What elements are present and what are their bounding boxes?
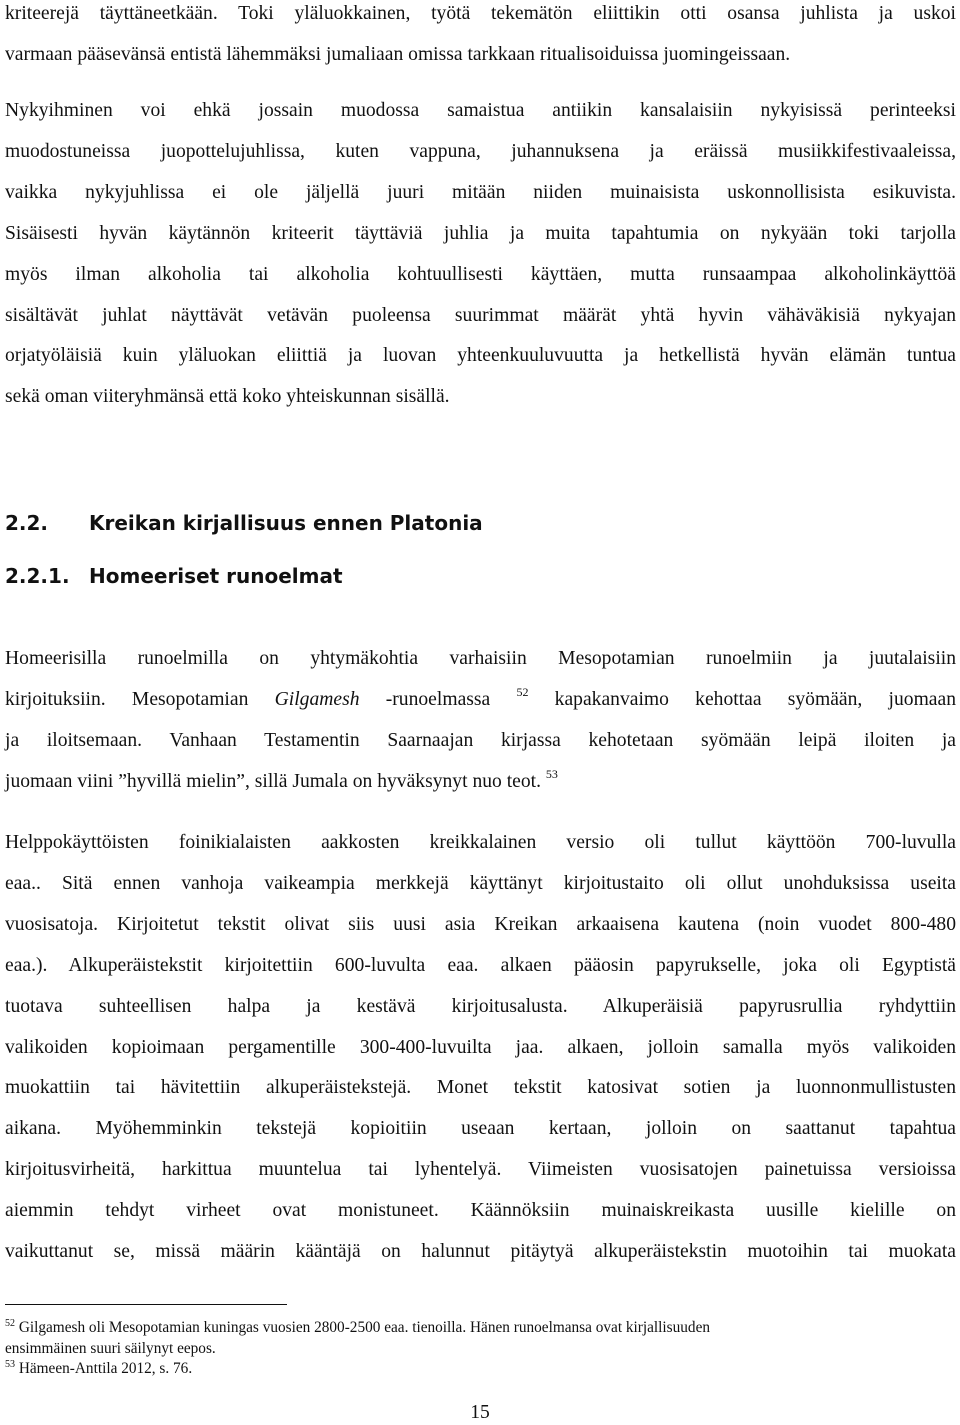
text-line: varmaan pääsevänsä entistä lähemmäksi jumaliaan omissa tarkkaan ritualisoiduissa juomingeissaan.: [5, 43, 791, 65]
footnote-reference[interactable]: 52: [516, 684, 529, 699]
text-line: [5, 680, 956, 721]
text-line: eaa.. Sitä ennen vanhoja vaikeampia merkkejä käyttänyt kirjoitustaito oli ollut unohduksissa useita: [5, 872, 956, 894]
section-number: 2.2.: [5, 511, 49, 535]
text-line: aikana. Myöhemminkin tekstejä kopioitiin useaan kertaan, jolloin on saattanut tapahtua: [5, 1118, 956, 1140]
footnote-marker: 53: [5, 1359, 15, 1370]
subsection-title: Homeeriset runoelmat: [89, 564, 343, 588]
footnotes: [5, 1318, 956, 1380]
subsection-heading: [5, 564, 343, 588]
text-line: myös ilman alkoholia tai alkoholia kohtuullisesti käyttäen, mutta runsaampaa alkoholinkäyttöä: [5, 263, 956, 285]
text-run: kirjoituksiin. Mesopotamian: [5, 688, 275, 710]
footnote-53: [5, 1359, 956, 1380]
text-line: tuotava suhteellisen halpa ja kestävä kirjoitusalusta. Alkuperäisiä papyrusrullia ryhdyttiin: [5, 995, 956, 1017]
section-heading: [5, 511, 483, 535]
footnote-text: Hämeen-Anttila 2012, s. 76.: [15, 1360, 193, 1377]
footnote-separator: [5, 1304, 287, 1305]
footnote-52: [5, 1318, 956, 1339]
text-line: Helppokäyttöisten foinikialaisten aakkosten kreikkalainen versio oli tullut käyttöön 700-luvulla: [5, 832, 956, 853]
italic-title: Gilgamesh: [274, 688, 360, 710]
text-run: kapakanvaimo kehottaa syömään, juomaan: [528, 688, 956, 710]
paragraph-homeric-poems: [5, 639, 956, 803]
text-run: -runoelmassa: [359, 688, 491, 710]
footnote-marker: 52: [5, 1318, 15, 1329]
subsection-number: 2.2.1.: [5, 564, 70, 588]
text-line: muokattiin tai hävitettiin alkuperäistekstejä. Monet tekstit katosivat sotien ja luonnonmullistusten: [5, 1077, 956, 1099]
text-line: ja iloitsemaan. Vanhaan Testamentin Saarnaajan kirjassa kehotetaan syömään leipä iloiten ja: [5, 729, 956, 751]
text-line: vaikuttanut se, missä määrin kääntäjä on halunnut pitäytyä alkuperäistekstin muotoihin tai muokata: [5, 1241, 956, 1263]
text-line: kriteerejä täyttäneetkään. Toki yläluokkainen, työtä tekemätön eliittikin otti osansa juhlista ja uskoi: [5, 3, 956, 24]
paragraph-top: [5, 0, 956, 76]
paragraph-alphabet: [5, 823, 956, 1273]
text-run: juomaan viini ”hyvillä mielin”, sillä Jumala on hyväksynyt nuo teot.: [5, 770, 542, 792]
text-line: kirjoitusvirheitä, harkittua muuntelua tai lyhentelyä. Viimeisten vuosisatojen painetuissa versioissa: [5, 1159, 956, 1181]
footnote-text: Gilgamesh oli Mesopotamian kuningas vuosien 2800-2500 eaa. tienoilla. Hänen runoelmansa ovat kirjallisuuden: [15, 1319, 711, 1336]
section-title: Kreikan kirjallisuus ennen Platonia: [89, 511, 483, 535]
text-line: [5, 762, 956, 803]
text-line: aiemmin tehdyt virheet ovat monistuneet. Käännöksiin muinaiskreikasta uusille kielille on: [5, 1200, 956, 1222]
text-line: muodostuneissa juopottelujuhlissa, kuten vappuna, juhannuksena ja eräissä musiikkifestivaaleissa,: [5, 140, 956, 162]
text-line: Sisäisesti hyvän käytännön kriteerit täyttäviä juhlia ja muita tapahtumia on nykyään toki tarjolla: [5, 222, 956, 244]
page-number: 15: [470, 1402, 490, 1423]
footnote-52-continuation: ensimmäinen suuri säilynyt eepos.: [5, 1339, 216, 1357]
text-line: Nykyihminen voi ehkä jossain muodossa samaistua antiikin kansalaisiin nykyisissä perinteeksi: [5, 100, 956, 121]
text-line: sekä oman viiteryhmänsä että koko yhteiskunnan sisällä.: [5, 386, 450, 408]
text-line: eaa.). Alkuperäistekstit kirjoitettiin 600-luvulta eaa. alkaen pääosin papyrukselle, joka oli Egyptistä: [5, 954, 956, 976]
text-line: vaikka nykyjuhlissa ei ole jäljellä juuri mitään niiden muinaisista uskonnollisista esikuvista.: [5, 181, 956, 203]
text-line: valikoiden kopioimaan pergamentille 300-400-luvuilta jaa. alkaen, jolloin samalla myös valikoiden: [5, 1036, 956, 1058]
text-line: sisältävät juhlat näyttävät vetävän puoleensa suurimmat määrät yhtä hyvin vähäväkisiä nykyajan: [5, 304, 956, 326]
paragraph-modern-celebrations: [5, 91, 956, 418]
footnote-reference[interactable]: 53: [545, 766, 558, 781]
text-line: orjatyöläisiä kuin yläluokan eliittiä ja luovan yhteenkuuluvuutta ja hetkellistä hyvän elämän tuntua: [5, 345, 956, 367]
text-line: Homeerisilla runoelmilla on yhtymäkohtia varhaisiin Mesopotamian runoelmiin ja juutalaisiin: [5, 648, 956, 669]
text-line: vuosisatoja. Kirjoitetut tekstit olivat siis uusi asia Kreikan arkaaisena kautena (noin vuodet 800-480: [5, 913, 956, 935]
